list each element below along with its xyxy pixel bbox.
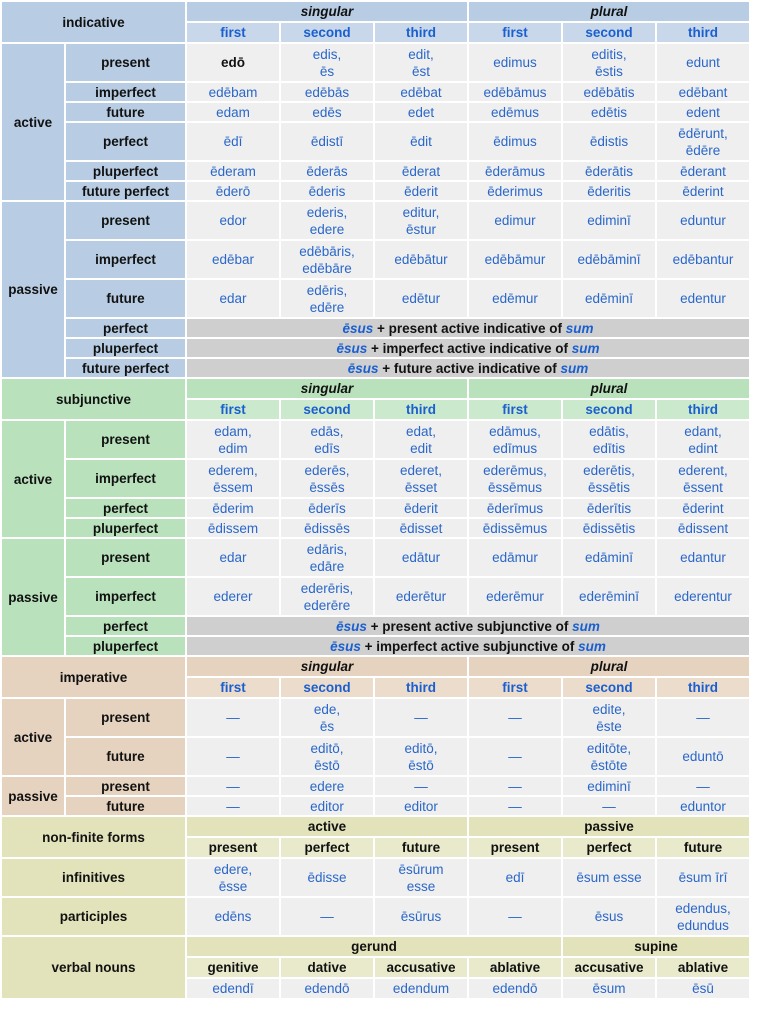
form-link[interactable]: edēbar <box>187 241 279 278</box>
tense-label-present: present <box>66 202 185 239</box>
form-link[interactable]: edendum <box>375 979 467 998</box>
passive-voice-label: passive <box>2 777 64 815</box>
form-link[interactable]: ēderō <box>187 182 279 200</box>
sum-link[interactable]: sum <box>578 638 606 654</box>
form-link[interactable]: edēbam <box>187 83 279 101</box>
third-person-heading: third <box>657 23 749 42</box>
third-person-heading: third <box>657 400 749 419</box>
sum-link[interactable]: sum <box>560 360 589 376</box>
form-link[interactable]: edēbās <box>281 83 373 101</box>
tense-label-perfect: perfect <box>66 499 185 517</box>
form-link[interactable]: ēderis <box>281 182 373 200</box>
third-person-heading: third <box>657 678 749 697</box>
tense-label-imperfect: imperfect <box>66 241 185 278</box>
tense-label-future: future <box>66 738 185 775</box>
table-row <box>2 280 749 317</box>
form-link[interactable]: ederentur <box>657 578 749 615</box>
form-link[interactable]: ēsum īrī <box>657 859 749 896</box>
tense-label-imperfect: imperfect <box>66 578 185 615</box>
periphrastic-note <box>187 359 749 377</box>
form-link[interactable]: ēderit <box>375 499 467 517</box>
third-person-heading: third <box>375 23 467 42</box>
empty-form: — <box>187 777 279 795</box>
form-link[interactable]: edēminī <box>563 280 655 317</box>
table-row <box>2 460 749 497</box>
third-person-heading: third <box>375 678 467 697</box>
ablative-heading: ablative <box>469 958 561 977</box>
tense-label-pluperfect: pluperfect <box>66 637 185 655</box>
form-link[interactable]: ēdissent <box>657 519 749 537</box>
form-link[interactable]: edēbantur <box>657 241 749 278</box>
form-link[interactable]: ederer <box>187 578 279 615</box>
participle-link[interactable]: ēsus <box>336 340 368 356</box>
empty-form: — <box>469 797 561 815</box>
sum-link[interactable]: sum <box>571 340 600 356</box>
form-link[interactable]: edere, ēsse <box>187 859 279 896</box>
form-link[interactable]: ēdimus <box>469 123 561 160</box>
form-link[interactable]: ederēmur <box>469 578 561 615</box>
table-row <box>2 421 749 458</box>
form-link[interactable]: edēbātis <box>563 83 655 101</box>
participle-link[interactable]: ēsus <box>336 618 367 634</box>
third-person-heading: third <box>375 400 467 419</box>
empty-form: — <box>657 777 749 795</box>
form-link[interactable]: edāris, edāre <box>281 539 373 576</box>
form-link[interactable]: ēderat <box>375 162 467 180</box>
form-link[interactable]: edō <box>187 44 279 81</box>
form-link[interactable]: ēderīmus <box>469 499 561 517</box>
form-link[interactable]: ederēminī <box>563 578 655 615</box>
form-link[interactable]: ederet, ēsset <box>375 460 467 497</box>
empty-form: — <box>469 898 561 935</box>
indicative-heading: indicative <box>2 2 185 42</box>
form-link[interactable]: eduntō <box>657 738 749 775</box>
form-link[interactable]: edēs <box>281 103 373 121</box>
empty-form: — <box>375 699 467 736</box>
plural-heading: plural <box>469 379 749 398</box>
table-row <box>2 898 749 935</box>
form-link[interactable]: editur, ēstur <box>375 202 467 239</box>
second-person-heading: second <box>563 400 655 419</box>
form-link[interactable]: ēsū <box>657 979 749 998</box>
table-row <box>2 44 749 81</box>
tense-label-future: future <box>66 103 185 121</box>
form-link[interactable]: ederis, edere <box>281 202 373 239</box>
tense-label-present: present <box>66 777 185 795</box>
tense-heading: present <box>469 838 561 857</box>
table-row <box>2 859 749 896</box>
first-person-heading: first <box>187 400 279 419</box>
form-link[interactable]: ēsūrum esse <box>375 859 467 896</box>
periphrastic-text: + imperfect active indicative of <box>367 340 572 356</box>
form-link[interactable]: edam <box>187 103 279 121</box>
form-link[interactable]: edēbant <box>657 83 749 101</box>
tense-label-perfect: perfect <box>66 123 185 160</box>
empty-form: — <box>375 777 467 795</box>
empty-form: — <box>281 898 373 935</box>
supine-heading: supine <box>563 937 749 956</box>
table-row <box>2 519 749 537</box>
empty-form: — <box>187 699 279 736</box>
form-link[interactable]: ederētur <box>375 578 467 615</box>
form-link[interactable]: ēdī <box>187 123 279 160</box>
tense-label-perfect: perfect <box>66 617 185 635</box>
form-link[interactable]: ēdissēmus <box>469 519 561 537</box>
form-link[interactable]: edētis <box>563 103 655 121</box>
form-link[interactable]: edendus, edundus <box>657 898 749 935</box>
empty-form: — <box>657 699 749 736</box>
form-link[interactable]: edātur <box>375 539 467 576</box>
participle-link[interactable]: ēsus <box>330 638 361 654</box>
empty-form: — <box>469 777 561 795</box>
form-link[interactable]: edimur <box>469 202 561 239</box>
periphrastic-text: + imperfect active subjunctive of <box>360 638 579 654</box>
tense-heading: perfect <box>281 838 373 857</box>
empty-form: — <box>469 738 561 775</box>
tense-label-future: future <box>66 797 185 815</box>
periphrastic-note <box>187 319 749 337</box>
form-link[interactable]: edātis, edītis <box>563 421 655 458</box>
form-link[interactable]: editō, ēstō <box>375 738 467 775</box>
first-person-heading: first <box>469 23 561 42</box>
form-link[interactable]: edimus <box>469 44 561 81</box>
singular-heading: singular <box>187 379 467 398</box>
form-link[interactable]: editōte, ēstōte <box>563 738 655 775</box>
form-link[interactable]: edentur <box>657 280 749 317</box>
form-link[interactable]: edēbāminī <box>563 241 655 278</box>
tense-label-future_perfect: future perfect <box>66 359 185 377</box>
form-link[interactable]: ēderim <box>187 499 279 517</box>
periphrastic-text: + present active subjunctive of <box>366 618 573 634</box>
form-link[interactable]: ēsum <box>563 979 655 998</box>
subjunctive-heading: subjunctive <box>2 379 185 419</box>
tense-heading: perfect <box>563 838 655 857</box>
form-link[interactable]: edēmur <box>469 280 561 317</box>
form-link[interactable]: ēderant <box>657 162 749 180</box>
tense-label-present: present <box>66 44 185 81</box>
form-link[interactable]: ede, ēs <box>281 699 373 736</box>
table-row <box>2 103 749 121</box>
empty-form: — <box>187 738 279 775</box>
gerund-heading: gerund <box>187 937 561 956</box>
form-link[interactable]: edāminī <box>563 539 655 576</box>
table-row <box>2 539 749 576</box>
table-row <box>2 162 749 180</box>
form-link[interactable]: editor <box>281 797 373 815</box>
tense-heading: future <box>657 838 749 857</box>
form-link[interactable]: ēderāmus <box>469 162 561 180</box>
form-link[interactable]: edendō <box>281 979 373 998</box>
table-row <box>2 617 749 635</box>
passive-voice-label: passive <box>2 539 64 655</box>
table-row <box>2 637 749 655</box>
form-link[interactable]: edās, edīs <box>281 421 373 458</box>
form-link[interactable]: edat, edit <box>375 421 467 458</box>
form-link[interactable]: ēsūrus <box>375 898 467 935</box>
form-link[interactable]: edor <box>187 202 279 239</box>
tense-label-present: present <box>66 421 185 458</box>
form-link[interactable]: edēmus <box>469 103 561 121</box>
table-row <box>2 83 749 101</box>
form-link[interactable]: ēderint <box>657 499 749 517</box>
form-link[interactable]: edis, ēs <box>281 44 373 81</box>
form-link[interactable]: ēderātis <box>563 162 655 180</box>
passive-voice-label: passive <box>2 202 64 377</box>
accusative-heading: accusative <box>563 958 655 977</box>
form-link[interactable]: edēbāmus <box>469 83 561 101</box>
second-person-heading: second <box>281 400 373 419</box>
participle-link[interactable]: ēsus <box>347 360 379 376</box>
form-link[interactable]: ēderimus <box>469 182 561 200</box>
first-person-heading: first <box>469 400 561 419</box>
accusative-heading: accusative <box>375 958 467 977</box>
form-link[interactable]: ēdērunt, ēdēre <box>657 123 749 160</box>
table-row <box>2 738 749 775</box>
periphrastic-note <box>187 617 749 635</box>
form-link[interactable]: edant, edint <box>657 421 749 458</box>
first-person-heading: first <box>187 678 279 697</box>
form-link[interactable]: ederēmus, ēssēmus <box>469 460 561 497</box>
plural-heading: plural <box>469 2 749 21</box>
ablative-heading: ablative <box>657 958 749 977</box>
table-row <box>2 578 749 615</box>
table-row <box>2 379 749 398</box>
form-link[interactable]: edēbātur <box>375 241 467 278</box>
periphrastic-note <box>187 637 749 655</box>
sum-link[interactable]: sum <box>572 618 600 634</box>
form-link[interactable]: ederent, ēssent <box>657 460 749 497</box>
form-link[interactable]: edētur <box>375 280 467 317</box>
participle-link[interactable]: ēsus <box>342 320 374 336</box>
form-link[interactable]: edī <box>469 859 561 896</box>
form-link[interactable]: ēdisset <box>375 519 467 537</box>
form-link[interactable]: ēderās <box>281 162 373 180</box>
verbal-nouns-heading: verbal nouns <box>2 937 185 998</box>
active-voice-label: active <box>2 699 64 775</box>
form-link[interactable]: editor <box>375 797 467 815</box>
form-link[interactable]: ēsus <box>563 898 655 935</box>
form-link[interactable]: ēdisse <box>281 859 373 896</box>
table-row <box>2 202 749 239</box>
form-link[interactable]: ederēris, ederēre <box>281 578 373 615</box>
table-row <box>2 937 749 956</box>
tense-heading: future <box>375 838 467 857</box>
form-link[interactable]: edēns <box>187 898 279 935</box>
genitive-heading: genitive <box>187 958 279 977</box>
imperative-heading: imperative <box>2 657 185 697</box>
form-link[interactable]: edere <box>281 777 373 795</box>
second-person-heading: second <box>563 678 655 697</box>
active-voice-label: active <box>2 44 64 200</box>
form-link[interactable]: edendī <box>187 979 279 998</box>
empty-form: — <box>469 699 561 736</box>
form-link[interactable]: ēderint <box>657 182 749 200</box>
form-link[interactable]: edāmur <box>469 539 561 576</box>
form-link[interactable]: edēris, edēre <box>281 280 373 317</box>
form-link[interactable]: edantur <box>657 539 749 576</box>
form-link[interactable]: editis, ēstis <box>563 44 655 81</box>
periphrastic-text: + present active indicative of <box>373 320 566 336</box>
table-row <box>2 657 749 676</box>
form-link[interactable]: ediminī <box>563 777 655 795</box>
empty-form: — <box>563 797 655 815</box>
form-link[interactable]: edēbat <box>375 83 467 101</box>
tense-heading: present <box>187 838 279 857</box>
table-row <box>2 699 749 736</box>
form-link[interactable]: ederēs, ēssēs <box>281 460 373 497</box>
form-link[interactable]: ēdistis <box>563 123 655 160</box>
form-link[interactable]: edit, ēst <box>375 44 467 81</box>
plural-heading: plural <box>469 657 749 676</box>
periphrastic-note <box>187 339 749 357</box>
table-row <box>2 123 749 160</box>
non-finite-heading: non-finite forms <box>2 817 185 857</box>
periphrastic-text: + future active indicative of <box>378 360 561 376</box>
table-row <box>2 2 749 21</box>
table-row <box>2 339 749 357</box>
passive-heading: passive <box>469 817 749 836</box>
form-link[interactable]: edar <box>187 280 279 317</box>
table-row <box>2 319 749 337</box>
form-link[interactable]: eduntor <box>657 797 749 815</box>
dative-heading: dative <box>281 958 373 977</box>
form-link[interactable]: edar <box>187 539 279 576</box>
second-person-heading: second <box>281 678 373 697</box>
form-link[interactable]: ederētis, ēssētis <box>563 460 655 497</box>
form-link[interactable]: edite, ēste <box>563 699 655 736</box>
form-link[interactable]: edet <box>375 103 467 121</box>
form-link[interactable]: edāmus, edīmus <box>469 421 561 458</box>
second-person-heading: second <box>281 23 373 42</box>
tense-label-imperfect: imperfect <box>66 83 185 101</box>
form-link[interactable]: ēderit <box>375 182 467 200</box>
second-person-heading: second <box>563 23 655 42</box>
form-link[interactable]: edēbāmur <box>469 241 561 278</box>
form-link[interactable]: ediminī <box>563 202 655 239</box>
form-link[interactable]: ederem, ēssem <box>187 460 279 497</box>
form-link[interactable]: edam, edim <box>187 421 279 458</box>
form-link[interactable]: edēbāris, edēbāre <box>281 241 373 278</box>
form-link[interactable]: ēderitis <box>563 182 655 200</box>
form-link[interactable]: ēdistī <box>281 123 373 160</box>
table-row <box>2 359 749 377</box>
form-link[interactable]: ēdissēs <box>281 519 373 537</box>
tense-label-pluperfect: pluperfect <box>66 519 185 537</box>
table-row <box>2 499 749 517</box>
first-person-heading: first <box>469 678 561 697</box>
form-link[interactable]: ēdissētis <box>563 519 655 537</box>
sum-link[interactable]: sum <box>565 320 594 336</box>
tense-label-perfect: perfect <box>66 319 185 337</box>
tense-label-pluperfect: pluperfect <box>66 339 185 357</box>
singular-heading: singular <box>187 657 467 676</box>
form-link[interactable]: ēderītis <box>563 499 655 517</box>
tense-label-imperfect: imperfect <box>66 460 185 497</box>
participles-label: participles <box>2 898 185 935</box>
form-link[interactable]: ēsum esse <box>563 859 655 896</box>
tense-label-present: present <box>66 699 185 736</box>
form-link[interactable]: edent <box>657 103 749 121</box>
tense-label-future_perfect: future perfect <box>66 182 185 200</box>
form-link[interactable]: editō, ēstō <box>281 738 373 775</box>
table-row <box>2 777 749 795</box>
table-row <box>2 182 749 200</box>
form-link[interactable]: ēdit <box>375 123 467 160</box>
form-link[interactable]: edunt <box>657 44 749 81</box>
active-heading: active <box>187 817 467 836</box>
table-row <box>2 817 749 836</box>
tense-label-pluperfect: pluperfect <box>66 162 185 180</box>
form-link[interactable]: ēderam <box>187 162 279 180</box>
active-voice-label: active <box>2 421 64 537</box>
infinitives-label: infinitives <box>2 859 185 896</box>
tense-label-future: future <box>66 280 185 317</box>
tense-label-present: present <box>66 539 185 576</box>
form-link[interactable]: edendō <box>469 979 561 998</box>
first-person-heading: first <box>187 23 279 42</box>
singular-heading: singular <box>187 2 467 21</box>
form-link[interactable]: ēderīs <box>281 499 373 517</box>
table-row <box>2 797 749 815</box>
empty-form: — <box>187 797 279 815</box>
form-link[interactable]: ēdissem <box>187 519 279 537</box>
form-link[interactable]: eduntur <box>657 202 749 239</box>
table-row <box>2 241 749 278</box>
